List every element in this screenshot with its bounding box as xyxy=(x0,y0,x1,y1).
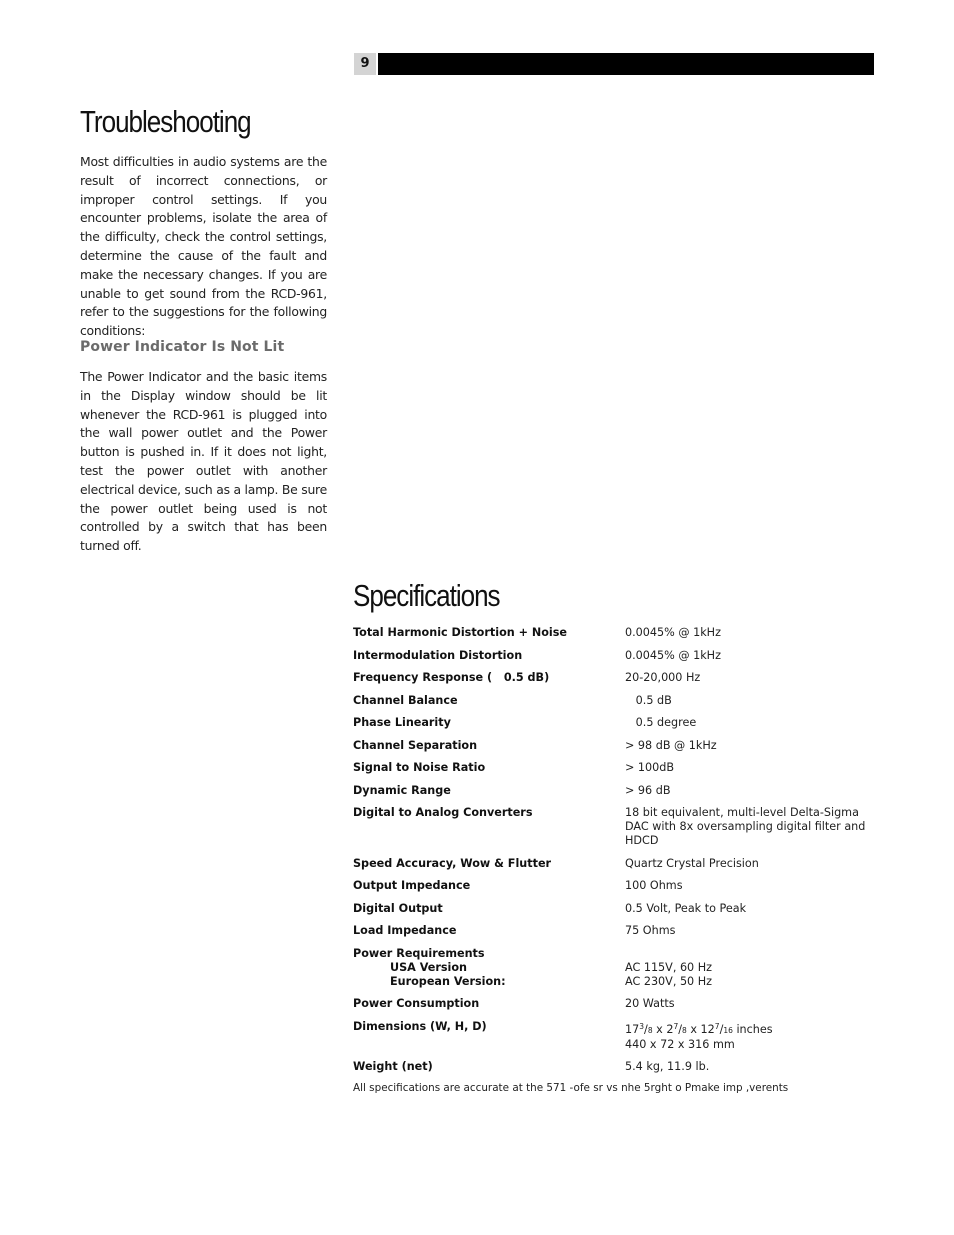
spec-value: 0.0045% @ 1kHz xyxy=(625,648,721,662)
spec-value xyxy=(625,947,883,989)
spec-value: > 96 dB xyxy=(625,783,671,797)
spec-row-imd xyxy=(353,649,883,663)
spec-label: Digital Output xyxy=(353,901,443,915)
spec-label: Phase Linearity xyxy=(353,716,451,729)
spec-value: 75 Ohms xyxy=(625,924,676,937)
spec-value: 0.5 Volt, Peak to Peak xyxy=(625,901,747,915)
spec-row-channel-balance xyxy=(353,694,883,708)
troubleshooting-title: Troubleshooting xyxy=(80,104,251,139)
spec-label: Channel Balance xyxy=(353,693,458,707)
header-bar xyxy=(378,53,874,75)
spec-label: Intermodulation Distortion xyxy=(353,648,523,662)
spec-row-snr xyxy=(353,761,883,775)
dimensions-inches: $17^3/8$ x $2^7/8$ x $12^7/16$ inches xyxy=(625,1021,773,1036)
usa-version-label: USA Version xyxy=(390,960,467,974)
spec-label: Speed Accuracy, Wow & Flutter xyxy=(353,856,552,870)
spec-value: 18 bit equivalent, multi-level Delta-Sigma DAC with 8x oversampling digital filter and HDCD xyxy=(625,806,866,847)
spec-label: Weight (net) xyxy=(353,1060,433,1073)
spec-value xyxy=(625,1020,883,1052)
spec-value: 5.4 kg, 11.9 lb. xyxy=(625,1060,710,1073)
power-requirements-label: Power Requirements xyxy=(353,946,485,960)
spec-row-thd xyxy=(353,626,883,640)
spec-label: Digital to Analog Converters xyxy=(353,806,533,819)
spec-row-dynamic-range xyxy=(353,784,883,798)
specifications-table xyxy=(353,626,883,1083)
spec-label: Frequency Response ( 0.5 dB) xyxy=(353,671,550,684)
spec-label: Dynamic Range xyxy=(353,783,451,797)
spec-row-channel-separation xyxy=(353,739,883,753)
spec-row-digital-output xyxy=(353,902,883,916)
spec-row-power-requirements xyxy=(353,947,883,989)
spec-row-load-impedance xyxy=(353,924,883,938)
spec-value: 20-20,000 Hz xyxy=(625,671,701,684)
troubleshooting-intro: Most difficulties in audio systems are the result of incorrect connections, or improper control settings. If you encounter problems, isolate the area of the difficulty, check the control settings, determine the cause of the fault and make the necessary changes. If you are unable to get sound from the RCD-961, refer to the suggestions for the following conditions: xyxy=(80,154,327,339)
spec-value: 20 Watts xyxy=(625,997,675,1010)
specifications-title: Specifications xyxy=(353,578,500,613)
spec-label: Total Harmonic Distortion + Noise xyxy=(353,626,568,639)
power-indicator-heading: Power Indicator Is Not Lit xyxy=(80,339,285,355)
spec-row-weight xyxy=(353,1060,883,1074)
specifications-footnote: All specifications are accurate at the 571 -ofe sr vs nhe 5rght o Pmake imp ,verents xyxy=(353,1082,789,1094)
spec-row-power-consumption xyxy=(353,997,883,1011)
spec-value: 0.5 degree xyxy=(625,716,697,729)
european-version-label: European Version: xyxy=(390,974,506,988)
spec-value: > 100dB xyxy=(625,761,675,774)
spec-label: Output Impedance xyxy=(353,879,471,892)
european-version-value: AC 230V, 50 Hz xyxy=(625,974,713,988)
spec-value: 0.0045% @ 1kHz xyxy=(625,626,721,639)
page-number: 9 xyxy=(354,53,376,75)
spec-row-frequency-response xyxy=(353,671,883,685)
spec-row-dac xyxy=(353,806,883,848)
spec-value: > 98 dB @ 1kHz xyxy=(625,738,717,752)
spec-value: Quartz Crystal Precision xyxy=(625,856,759,870)
spec-row-phase-linearity xyxy=(353,716,883,730)
spec-row-output-impedance xyxy=(353,879,883,893)
power-indicator-body: The Power Indicator and the basic items in the Display window should be lit whenever the RCD-961 is plugged into the wall power outlet and the Power button is pushed in. If it does not light, test the power outlet with another electrical device, such as a lamp. Be sure the power outlet being used is not controlled by a switch that has been turned off. xyxy=(80,369,327,554)
dimensions-metric: 440 x 72 x 316 mm xyxy=(625,1037,735,1051)
spec-label xyxy=(353,947,625,989)
spec-value: 0.5 dB xyxy=(625,693,672,707)
spec-label: Dimensions (W, H, D) xyxy=(353,1019,487,1033)
usa-version-value: AC 115V, 60 Hz xyxy=(625,960,713,974)
spec-label: Power Consumption xyxy=(353,997,480,1010)
spec-row-dimensions xyxy=(353,1020,883,1052)
spec-label: Signal to Noise Ratio xyxy=(353,761,486,774)
spec-label: Channel Separation xyxy=(353,738,478,752)
spec-value: 100 Ohms xyxy=(625,879,683,892)
spec-row-speed-accuracy xyxy=(353,857,883,871)
spec-label: Load Impedance xyxy=(353,924,457,937)
